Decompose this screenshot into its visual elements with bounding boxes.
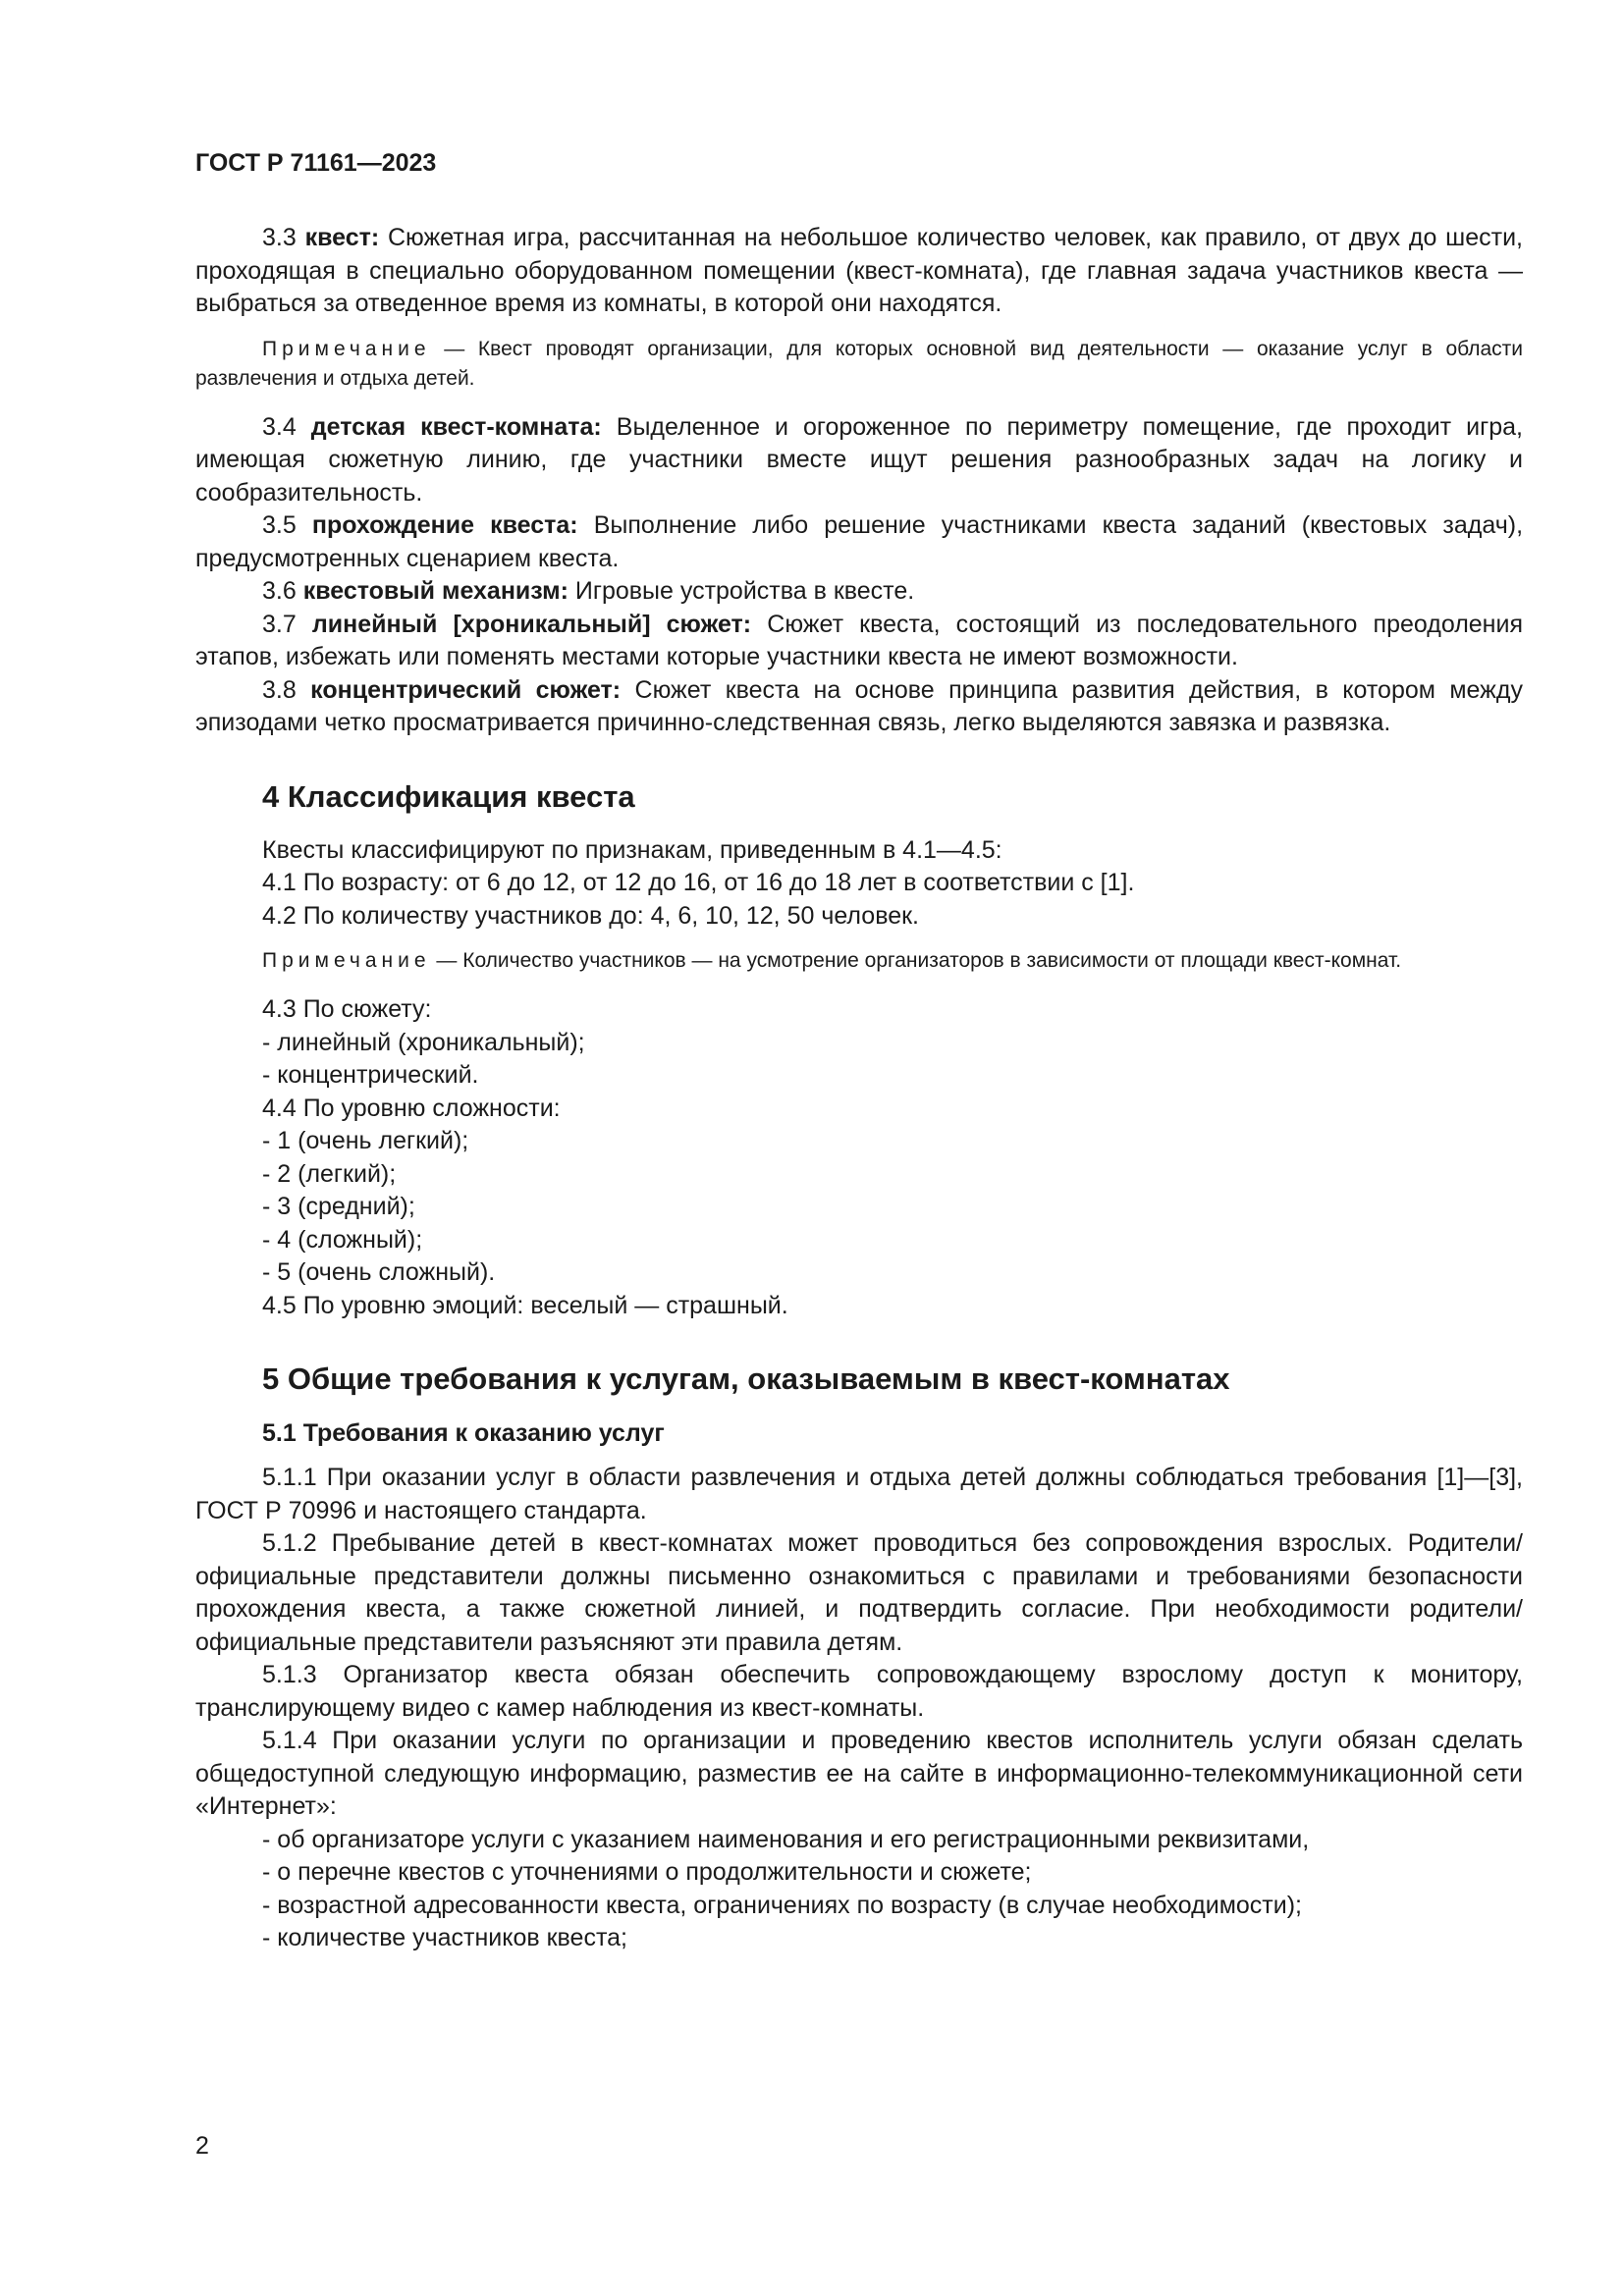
definition-text: Сюжет квеста, состоящий из последовательного преодоления этапов, избежать или поменять местами которые участники квеста не имеют возможности. <box>195 610 1523 670</box>
definition-3-6 <box>195 575 1523 609</box>
note-quest <box>195 335 1523 394</box>
definition-text: Игровые устройства в квесте. <box>568 577 915 605</box>
list-item: - концентрический. <box>262 1061 479 1089</box>
clause-number: 3.8 <box>262 675 311 704</box>
list-item: - количестве участников квеста; <box>262 1924 627 1951</box>
clause-4-4: 4.4 По уровню сложности: <box>262 1094 561 1122</box>
clause-4-2: 4.2 По количеству участников до: 4, 6, 10, 12, 50 человек. <box>262 901 919 930</box>
term: квест: <box>304 224 380 251</box>
clause-4-3: 4.3 По сюжету: <box>262 995 432 1023</box>
definition-3-3 <box>195 222 1523 321</box>
clause-number: 3.5 <box>262 511 312 539</box>
note-participants <box>195 946 1523 976</box>
list-item: - 4 (сложный); <box>262 1225 423 1254</box>
list-item: - линейный (хроникальный); <box>262 1028 585 1056</box>
section-5-heading: 5 Общие требования к услугам, оказываемым в квест-комнатах <box>262 1362 1230 1396</box>
note-text: — Количество участников — на усмотрение организаторов в зависимости от площади квест-комнат. <box>430 949 1402 972</box>
list-item: - 3 (средний); <box>262 1193 415 1220</box>
definition-3-8 <box>195 674 1523 740</box>
term: детская квест-комната: <box>310 412 602 441</box>
clause-4-1: 4.1 По возрасту: от 6 до 12, от 12 до 16, от 16 до 18 лет в соответствии с [1]. <box>262 869 1135 896</box>
list-item: - 5 (очень сложный). <box>262 1258 496 1286</box>
list-item: - об организаторе услуги с указанием наименования и его регистрационными реквизитами, <box>262 1825 1310 1853</box>
clause-5-1-4: 5.1.4 При оказании услуги по организации и проведению квестов исполнитель услуги обязан сделать общедоступной следующую информацию, разместив ее на сайте в информационно-телекоммуникационной сети «Интернет»: <box>195 1727 1523 1820</box>
term: прохождение квеста: <box>311 511 578 539</box>
list-item: - о перечне квестов с уточнениями о продолжительности и сюжете; <box>262 1858 1032 1886</box>
page-number: 2 <box>195 2132 209 2160</box>
clause-4-5: 4.5 По уровню эмоций: веселый — страшный. <box>262 1291 788 1319</box>
definition-text: Выделенное и огороженное по периметру помещение, где проходит игра, имеющая сюжетную линию, где участники вместе ищут решения разнообразных задач на логику и сообразительность. <box>195 412 1523 507</box>
term: линейный [хроникальный] сюжет: <box>311 610 752 638</box>
clause-number: 3.3 <box>262 224 305 251</box>
note-label: Примечание <box>262 337 431 360</box>
section-4-heading: 4 Классификация квеста <box>262 778 635 814</box>
note-text: — Квест проводят организации, для которых основной вид деятельности — оказание услуг в области развлечения и отдыха детей. <box>195 337 1523 390</box>
clause-5-1-1: 5.1.1 При оказании услуг в области развлечения и отдыха детей должны соблюдаться требования [1]—[3], ГОСТ Р 70996 и настоящего стандарта. <box>195 1464 1523 1524</box>
clause-number: 3.4 <box>262 412 311 441</box>
definition-text: Сюжет квеста на основе принципа развития действия, в котором между эпизодами четко просматривается причинно-следственная связь, легко выделяются завязка и развязка. <box>195 675 1523 736</box>
definition-3-5 <box>195 509 1523 575</box>
definition-3-4 <box>195 411 1523 510</box>
term: квестовый механизм: <box>302 577 568 605</box>
list-item: - 1 (очень легкий); <box>262 1127 469 1154</box>
subsection-5-1-heading: 5.1 Требования к оказанию услуг <box>262 1419 665 1447</box>
document-body <box>195 222 1523 1955</box>
clause-number: 3.6 <box>262 577 303 605</box>
section-4-intro: Квесты классифицируют по признакам, приведенным в 4.1—4.5: <box>262 835 1002 864</box>
term: концентрический сюжет: <box>310 675 622 704</box>
list-item: - возрастной адресованности квеста, ограничениях по возрасту (в случае необходимости); <box>262 1891 1302 1919</box>
definition-text: Сюжетная игра, рассчитанная на небольшое количество человек, как правило, от двух до шести, проходящая в специально оборудованном помещении (квест-комната), где главная задача участников квеста — выбраться за отведенное время из комнаты, в которой они находятся. <box>195 224 1523 317</box>
clause-number: 3.7 <box>262 610 312 638</box>
list-item: - 2 (легкий); <box>262 1159 397 1188</box>
clause-5-1-2: 5.1.2 Пребывание детей в квест-комнатах может проводиться без сопровождения взрослых. Родители/официальные представители должны письменно ознакомиться с правилами и требованиями безопасности прохождения квеста, а также сюжетной линией, и подтвердить согласие. При необходимости родители/официальные представители разъясняют эти правила детям. <box>195 1529 1523 1656</box>
clause-5-1-3: 5.1.3 Организатор квеста обязан обеспечить сопровождающему взрослому доступ к монитору, транслирующему видео с камер наблюдения из квест-комнаты. <box>195 1661 1523 1722</box>
definition-3-7 <box>195 609 1523 674</box>
note-label: Примечание <box>262 949 431 972</box>
document-header: ГОСТ Р 71161—2023 <box>195 149 437 177</box>
definition-text: Выполнение либо решение участниками квеста заданий (квестовых задач), предусмотренных сценарием квеста. <box>195 511 1524 572</box>
